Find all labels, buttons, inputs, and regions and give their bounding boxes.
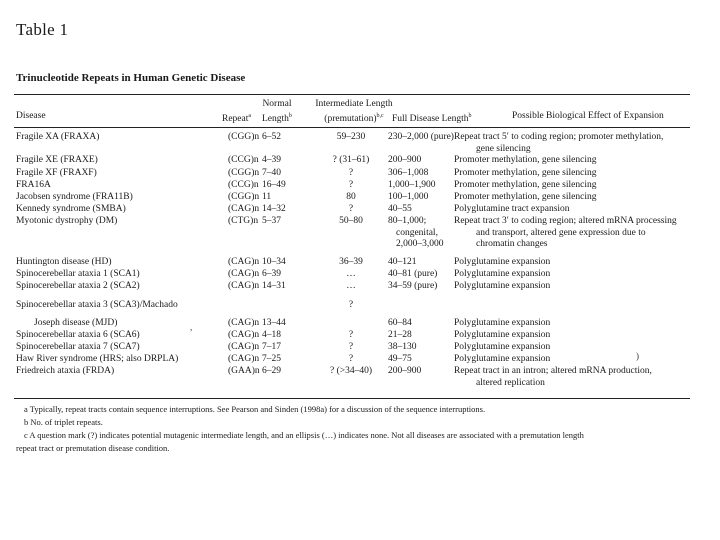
- effect-line: Promoter methylation, gene silencing: [454, 180, 597, 190]
- repeat-text: (CGG)n: [228, 168, 260, 178]
- cell-disease: Huntington disease (HD): [16, 257, 112, 267]
- table-title: Trinucleotide Repeats in Human Genetic Disease: [16, 72, 246, 84]
- cell-biological-effect: [454, 269, 550, 281]
- cell-disease: Jacobsen syndrome (FRA11B): [16, 192, 133, 202]
- cell-disease: Fragile XF (FRAXF): [16, 168, 97, 178]
- full-length-line: 306–1,008: [388, 168, 429, 178]
- repeat-text: (CAG)n: [228, 318, 260, 328]
- cell-disease: Fragile XA (FRAXA): [16, 132, 100, 142]
- header-normal-length: Normal Length$^b$: [262, 99, 292, 125]
- header-full-disease-length: Full Disease Length$^b$: [392, 113, 472, 125]
- cell-biological-effect: [454, 155, 596, 167]
- cell-intermediate-length: ?: [348, 354, 354, 364]
- table-number: Table 1: [16, 20, 69, 39]
- cell-disease: Friedreich ataxia (FRDA): [16, 366, 115, 376]
- effect-line: Polyglutamine expansion: [454, 257, 551, 267]
- full-length-line: 2,000–3,000: [396, 239, 444, 249]
- full-length-line: 200–900: [388, 155, 422, 165]
- cell-repeat: [228, 354, 259, 366]
- cell-intermediate-length: …: [346, 269, 356, 279]
- effect-line: Polyglutamine expansion: [454, 330, 551, 340]
- effect-line: chromatin changes: [476, 239, 548, 249]
- header-rule: [14, 127, 690, 128]
- repeat-text: (CCG)n: [228, 180, 259, 190]
- cell-intermediate-length: 80: [346, 192, 356, 202]
- cell-intermediate-length: 36–39: [339, 257, 363, 267]
- effect-line: Polyglutamine tract expansion: [454, 204, 570, 214]
- full-length-line: 34–59 (pure): [388, 281, 438, 291]
- cell-normal-length: 13–44: [262, 318, 286, 328]
- cell-intermediate-length: ?: [348, 300, 354, 310]
- repeat-text: (CTG)n: [228, 216, 259, 226]
- cell-biological-effect: [454, 180, 596, 192]
- footnote-a: a Typically, repeat tracts contain sequence interruptions. See Pearson and Sinden (1998a) for a discussion of the sequence interruptions.: [24, 404, 486, 414]
- cell-biological-effect: [454, 318, 550, 330]
- cell-biological-effect: [454, 168, 596, 180]
- cell-disease: FRA16A: [16, 180, 51, 190]
- cell-disease: Spinocerebellar ataxia 7 (SCA7): [16, 342, 140, 352]
- cell-repeat: [228, 318, 259, 330]
- bottom-rule: [14, 398, 690, 399]
- effect-line: Repeat tract in an intron; altered mRNA production,: [454, 366, 652, 376]
- repeat-text: (CGG)n: [228, 132, 260, 142]
- cell-normal-length: 14–31: [262, 281, 286, 291]
- cell-biological-effect: [454, 281, 550, 293]
- effect-line: Promoter methylation, gene silencing: [454, 192, 597, 202]
- effect-line: Promoter methylation, gene silencing: [454, 155, 597, 165]
- cell-normal-length: 4–18: [262, 330, 281, 340]
- cell-biological-effect: [454, 366, 652, 389]
- cell-disease: Joseph disease (MJD): [34, 318, 118, 328]
- full-length-line: 40–81 (pure): [388, 269, 438, 279]
- full-length-line: 40–121: [388, 257, 417, 267]
- cell-biological-effect: [454, 330, 550, 342]
- full-length-line: 21–28: [388, 330, 412, 340]
- cell-biological-effect: [454, 257, 550, 269]
- cell-normal-length: 6–52: [262, 132, 281, 142]
- repeat-text: (CAG)n: [228, 269, 260, 279]
- full-length-line: 38–130: [388, 342, 417, 352]
- effect-line: Polyglutamine expansion: [454, 281, 551, 291]
- cell-intermediate-length: ? (>34–40): [329, 366, 373, 376]
- cell-normal-length: 14–32: [262, 204, 286, 214]
- repeat-text: (CGG)n: [228, 192, 260, 202]
- header-biological-effect: Possible Biological Effect of Expansion: [512, 111, 664, 121]
- cell-disease: Spinocerebellar ataxia 3 (SCA3)/Machado: [16, 300, 178, 310]
- footnote-b: b No. of triplet repeats.: [24, 417, 103, 427]
- cell-disease: Spinocerebellar ataxia 2 (SCA2): [16, 281, 140, 291]
- cell-repeat: [228, 216, 258, 228]
- cell-intermediate-length: ?: [348, 168, 354, 178]
- repeat-text: (CAG)n: [228, 257, 260, 267]
- full-length-line: 40–55: [388, 204, 412, 214]
- top-rule: [14, 94, 690, 95]
- cell-biological-effect: [454, 354, 550, 366]
- full-length-line: congenital,: [396, 227, 438, 238]
- cell-biological-effect: [454, 132, 663, 155]
- effect-line: altered replication: [476, 377, 545, 388]
- cell-intermediate-length: 59–230: [336, 132, 366, 142]
- full-length-line: 49–75: [388, 354, 412, 364]
- effect-line: Polyglutamine expansion: [454, 342, 551, 352]
- cell-normal-length: 7–25: [262, 354, 281, 364]
- cell-normal-length: 4–39: [262, 155, 281, 165]
- repeat-text: (CAG)n: [228, 354, 260, 364]
- cell-disease: Spinocerebellar ataxia 1 (SCA1): [16, 269, 140, 279]
- cell-repeat: [228, 168, 259, 180]
- cell-disease: Spinocerebellar ataxia 6 (SCA6): [16, 330, 140, 340]
- cell-biological-effect: [454, 192, 596, 204]
- cell-normal-length: 5–37: [262, 216, 281, 226]
- full-length-line: 1,000–1,900: [388, 180, 436, 190]
- stray-mark: ,: [190, 322, 193, 332]
- full-length-line: 80–1,000;: [388, 216, 427, 226]
- cell-normal-length: 10–34: [262, 257, 286, 267]
- full-length-line: 60–84: [388, 318, 412, 328]
- effect-line: gene silencing: [476, 143, 531, 154]
- cell-disease: Fragile XE (FRAXE): [16, 155, 98, 165]
- repeat-text: (CAG)n: [228, 204, 260, 214]
- effect-line: Polyglutamine expansion: [454, 269, 551, 279]
- cell-repeat: [228, 155, 259, 167]
- cell-biological-effect: [454, 216, 677, 251]
- cell-intermediate-length: ? (31–61): [332, 155, 370, 165]
- cell-repeat: [228, 180, 259, 192]
- full-length-line: 230–2,000 (pure): [388, 132, 454, 142]
- cell-intermediate-length: 50–80: [339, 216, 363, 226]
- cell-intermediate-length: ?: [348, 342, 354, 352]
- repeat-text: (CAG)n: [228, 330, 260, 340]
- cell-intermediate-length: ?: [348, 330, 354, 340]
- cell-normal-length: 7–17: [262, 342, 281, 352]
- footnote-c-continued: repeat tract or premutation disease condition.: [16, 443, 170, 453]
- cell-normal-length: 16–49: [262, 180, 286, 190]
- cell-biological-effect: [454, 204, 570, 216]
- effect-line: Repeat tract 5′ to coding region; promoter methylation,: [454, 132, 664, 142]
- cell-repeat: [228, 366, 260, 378]
- header-repeat: Repeat$^a$: [222, 113, 252, 125]
- cell-normal-length: 6–29: [262, 366, 281, 376]
- effect-line: Promoter methylation, gene silencing: [454, 168, 597, 178]
- cell-normal-length: 6–39: [262, 269, 281, 279]
- full-length-line: 100–1,000: [388, 192, 429, 202]
- header-disease: Disease: [16, 111, 46, 121]
- cell-repeat: [228, 269, 259, 281]
- cell-repeat: [228, 342, 259, 354]
- cell-repeat: [228, 192, 259, 204]
- cell-normal-length: 11: [262, 192, 272, 202]
- cell-biological-effect: [454, 342, 550, 354]
- full-length-line: 200–900: [388, 366, 422, 376]
- repeat-text: (CCG)n: [228, 155, 259, 165]
- header-intermediate-length: Intermediate Length (premutation)$^{b,c}$: [315, 99, 393, 125]
- cell-disease: Kennedy syndrome (SMBA): [16, 204, 126, 214]
- cell-intermediate-length: …: [346, 281, 356, 291]
- cell-repeat: [228, 204, 259, 216]
- effect-line: Repeat tract 3′ to coding region; altered mRNA processing: [454, 216, 677, 226]
- effect-line: Polyglutamine expansion: [454, 318, 551, 328]
- effect-line: and transport, altered gene expression due to: [476, 227, 646, 238]
- cell-repeat: [228, 281, 259, 293]
- cell-normal-length: 7–40: [262, 168, 281, 178]
- cell-disease: Haw River syndrome (HRS; also DRPLA): [16, 354, 179, 364]
- cell-intermediate-length: ?: [348, 204, 354, 214]
- cell-disease: Myotonic dystrophy (DM): [16, 216, 118, 226]
- footnote-c: c A question mark (?) indicates potential mutagenic intermediate length, and an ellipsis (…) indicates none. Not all diseases are associated with a premutation length: [24, 430, 584, 440]
- cell-repeat: [228, 257, 259, 269]
- cell-intermediate-length: ?: [348, 180, 354, 190]
- effect-line: Polyglutamine expansion: [454, 354, 551, 364]
- repeat-text: (CAG)n: [228, 281, 260, 291]
- cell-repeat: [228, 132, 259, 144]
- cell-repeat: [228, 330, 259, 342]
- stray-mark: ): [636, 351, 639, 361]
- repeat-text: (CAG)n: [228, 342, 260, 352]
- repeat-text: (GAA)n: [228, 366, 260, 376]
